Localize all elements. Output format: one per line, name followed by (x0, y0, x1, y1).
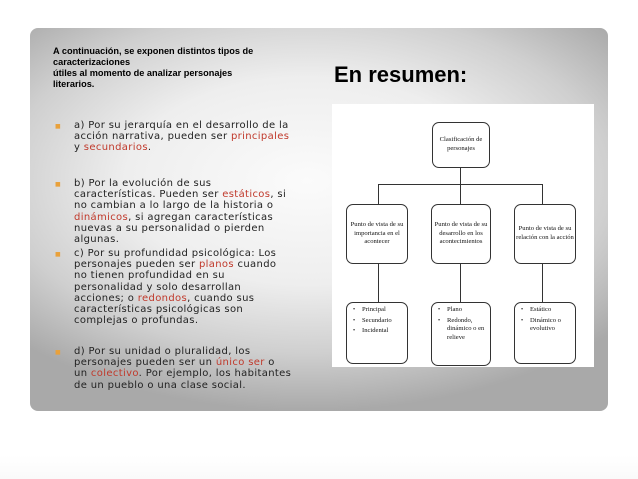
category-box (514, 204, 576, 264)
text-run: nuevas a su personalidad o pierden (74, 222, 265, 234)
text-run: acciones; o (74, 292, 138, 304)
connector-line (460, 184, 461, 204)
list-item-text (447, 306, 462, 315)
text-run: algunas. (74, 233, 120, 245)
root-box (432, 122, 490, 168)
highlighted-term: dinámicos (74, 211, 129, 223)
text-run: no tienen profundidad en su (74, 270, 225, 282)
connector-line (542, 264, 543, 302)
highlighted-term: secundarios (83, 142, 148, 154)
list-item (353, 327, 403, 336)
list-item-line: dinámico o en (447, 325, 485, 333)
bullet-line (74, 259, 314, 270)
list-item (521, 317, 571, 334)
list-item-text (362, 327, 388, 336)
classification-diagram (332, 104, 594, 367)
text-run: complejas o profundas. (74, 315, 199, 327)
list-item-line: evolutivo (530, 325, 555, 333)
category-box (431, 204, 491, 264)
bullet-line (74, 293, 314, 304)
list-item (353, 306, 403, 315)
text-run: . (147, 142, 152, 154)
highlighted-term: colectivo (90, 368, 139, 380)
list-item-line: Secundario (362, 316, 392, 324)
bullet-text (74, 248, 314, 326)
bullet-line (74, 212, 314, 223)
bullet-line (74, 131, 314, 142)
bullet-line (74, 142, 314, 153)
list-box (346, 302, 408, 364)
bullet-line (74, 368, 314, 379)
bullet-line (74, 357, 314, 368)
list-item (438, 317, 486, 343)
category-label: Punto de vista de su (518, 225, 572, 233)
bullet-line (74, 315, 314, 326)
highlighted-term: redondos (137, 292, 188, 304)
text-run: c) Por su profundidad psicológica: Los (74, 248, 277, 259)
list-item-line: Dinámico o (530, 316, 561, 324)
text-run: , si agregan características (128, 211, 274, 223)
bullet-dot-icon: • (353, 317, 356, 324)
highlighted-term: único ser (215, 357, 265, 369)
bullet-line (74, 223, 314, 234)
list-item-line: Redondo, (447, 316, 473, 324)
list-item (438, 306, 486, 315)
category-label: desarrollo en los (439, 229, 483, 237)
bottom-strip (0, 455, 638, 479)
bullet-marker-icon: ■ (55, 181, 61, 188)
list-item-line: Principal (362, 306, 386, 313)
intro-line: caracterizaciones (53, 57, 131, 67)
bullet-dot-icon: • (521, 317, 524, 324)
highlighted-term: planos (198, 259, 234, 271)
text-run: personalidad y solo desarrollan (74, 281, 242, 293)
list-item-line: relieve (447, 333, 465, 341)
list-item-text (530, 306, 551, 315)
list-item-line: Plano (447, 306, 463, 313)
bullet-text (74, 120, 314, 154)
text-run: características. Pueden ser (74, 189, 223, 201)
list-item-text (362, 306, 386, 315)
highlighted-term: principales (230, 131, 290, 143)
root-label: personajes (447, 145, 475, 152)
list-item (353, 317, 403, 326)
list-box (514, 302, 576, 364)
bullet-dot-icon: • (353, 307, 356, 313)
highlighted-term: estáticos (222, 189, 271, 201)
connector-line (378, 264, 379, 302)
bullet-line (74, 248, 314, 259)
bullet-line (74, 270, 314, 281)
list-box (431, 302, 491, 366)
text-run: a) Por su jerarquía en el desarrollo de la (74, 120, 289, 131)
list-item (521, 306, 571, 315)
text-run: personajes pueden ser un (74, 357, 216, 369)
bullet-marker-icon: ■ (55, 123, 61, 130)
text-run: y (74, 142, 84, 154)
category-label: relación con la acción (516, 234, 574, 241)
bullet-line (74, 178, 314, 189)
bullet-line (74, 380, 314, 391)
connector-line (460, 168, 461, 185)
category-label: Punto de vista de su (434, 221, 488, 229)
text-run: , si (270, 189, 287, 201)
bullet-marker-icon: ■ (55, 349, 61, 356)
text-run: no cambian a lo largo de la historia o (74, 200, 274, 212)
intro-line: literarios. (53, 79, 95, 89)
bullet-marker-icon: ■ (55, 251, 61, 258)
bullet-line (74, 234, 314, 245)
list-item-text (447, 317, 484, 343)
bullet-dot-icon: • (438, 307, 441, 313)
category-label: acontecimientos (439, 238, 483, 246)
intro-line: A continuación, se exponen distintos tipos de (53, 46, 254, 56)
intro-text (53, 46, 318, 90)
intro-line: útiles al momento de analizar personajes (53, 68, 233, 78)
text-run: b) Por la evolución de sus (74, 178, 212, 189)
summary-heading: En resumen: (334, 62, 468, 87)
text-run: , cuando sus (187, 292, 255, 304)
category-label: Punto de vista de su (350, 221, 404, 229)
text-run: características psicológicas son (74, 303, 244, 315)
connector-line (460, 264, 461, 302)
list-item-line: Estático (530, 306, 552, 313)
bullet-line (74, 282, 314, 293)
category-label: importancia en el (354, 229, 400, 237)
text-run: acción narrativa, pueden ser (74, 131, 231, 143)
bullet-line (74, 120, 314, 131)
connector-line (542, 184, 543, 204)
connector-line (378, 184, 379, 204)
bullet-text (74, 346, 314, 391)
text-run: cuando (233, 259, 277, 271)
bullet-line (74, 346, 314, 357)
root-label: Clasificación de (439, 136, 483, 144)
bullet-dot-icon: • (521, 307, 524, 313)
list-item-text (530, 317, 561, 334)
bullet-line (74, 200, 314, 211)
bullet-dot-icon: • (353, 328, 356, 335)
list-item-line: Incidental (362, 327, 389, 335)
bullet-line (74, 189, 314, 200)
text-run: un (74, 368, 91, 380)
text-run: d) Por su unidad o pluralidad, los (74, 346, 251, 357)
text-run: personajes pueden ser (74, 259, 199, 271)
bullet-dot-icon: • (438, 317, 441, 324)
category-label: acontecer (364, 238, 390, 246)
list-item-text (362, 317, 392, 326)
bullet-line (74, 304, 314, 315)
category-box (346, 204, 408, 264)
text-run: de un pueblo o una clase social. (74, 379, 246, 391)
text-run: o (264, 357, 275, 369)
text-run: . Por ejemplo, los habitantes (138, 368, 292, 380)
bullet-text (74, 178, 314, 245)
